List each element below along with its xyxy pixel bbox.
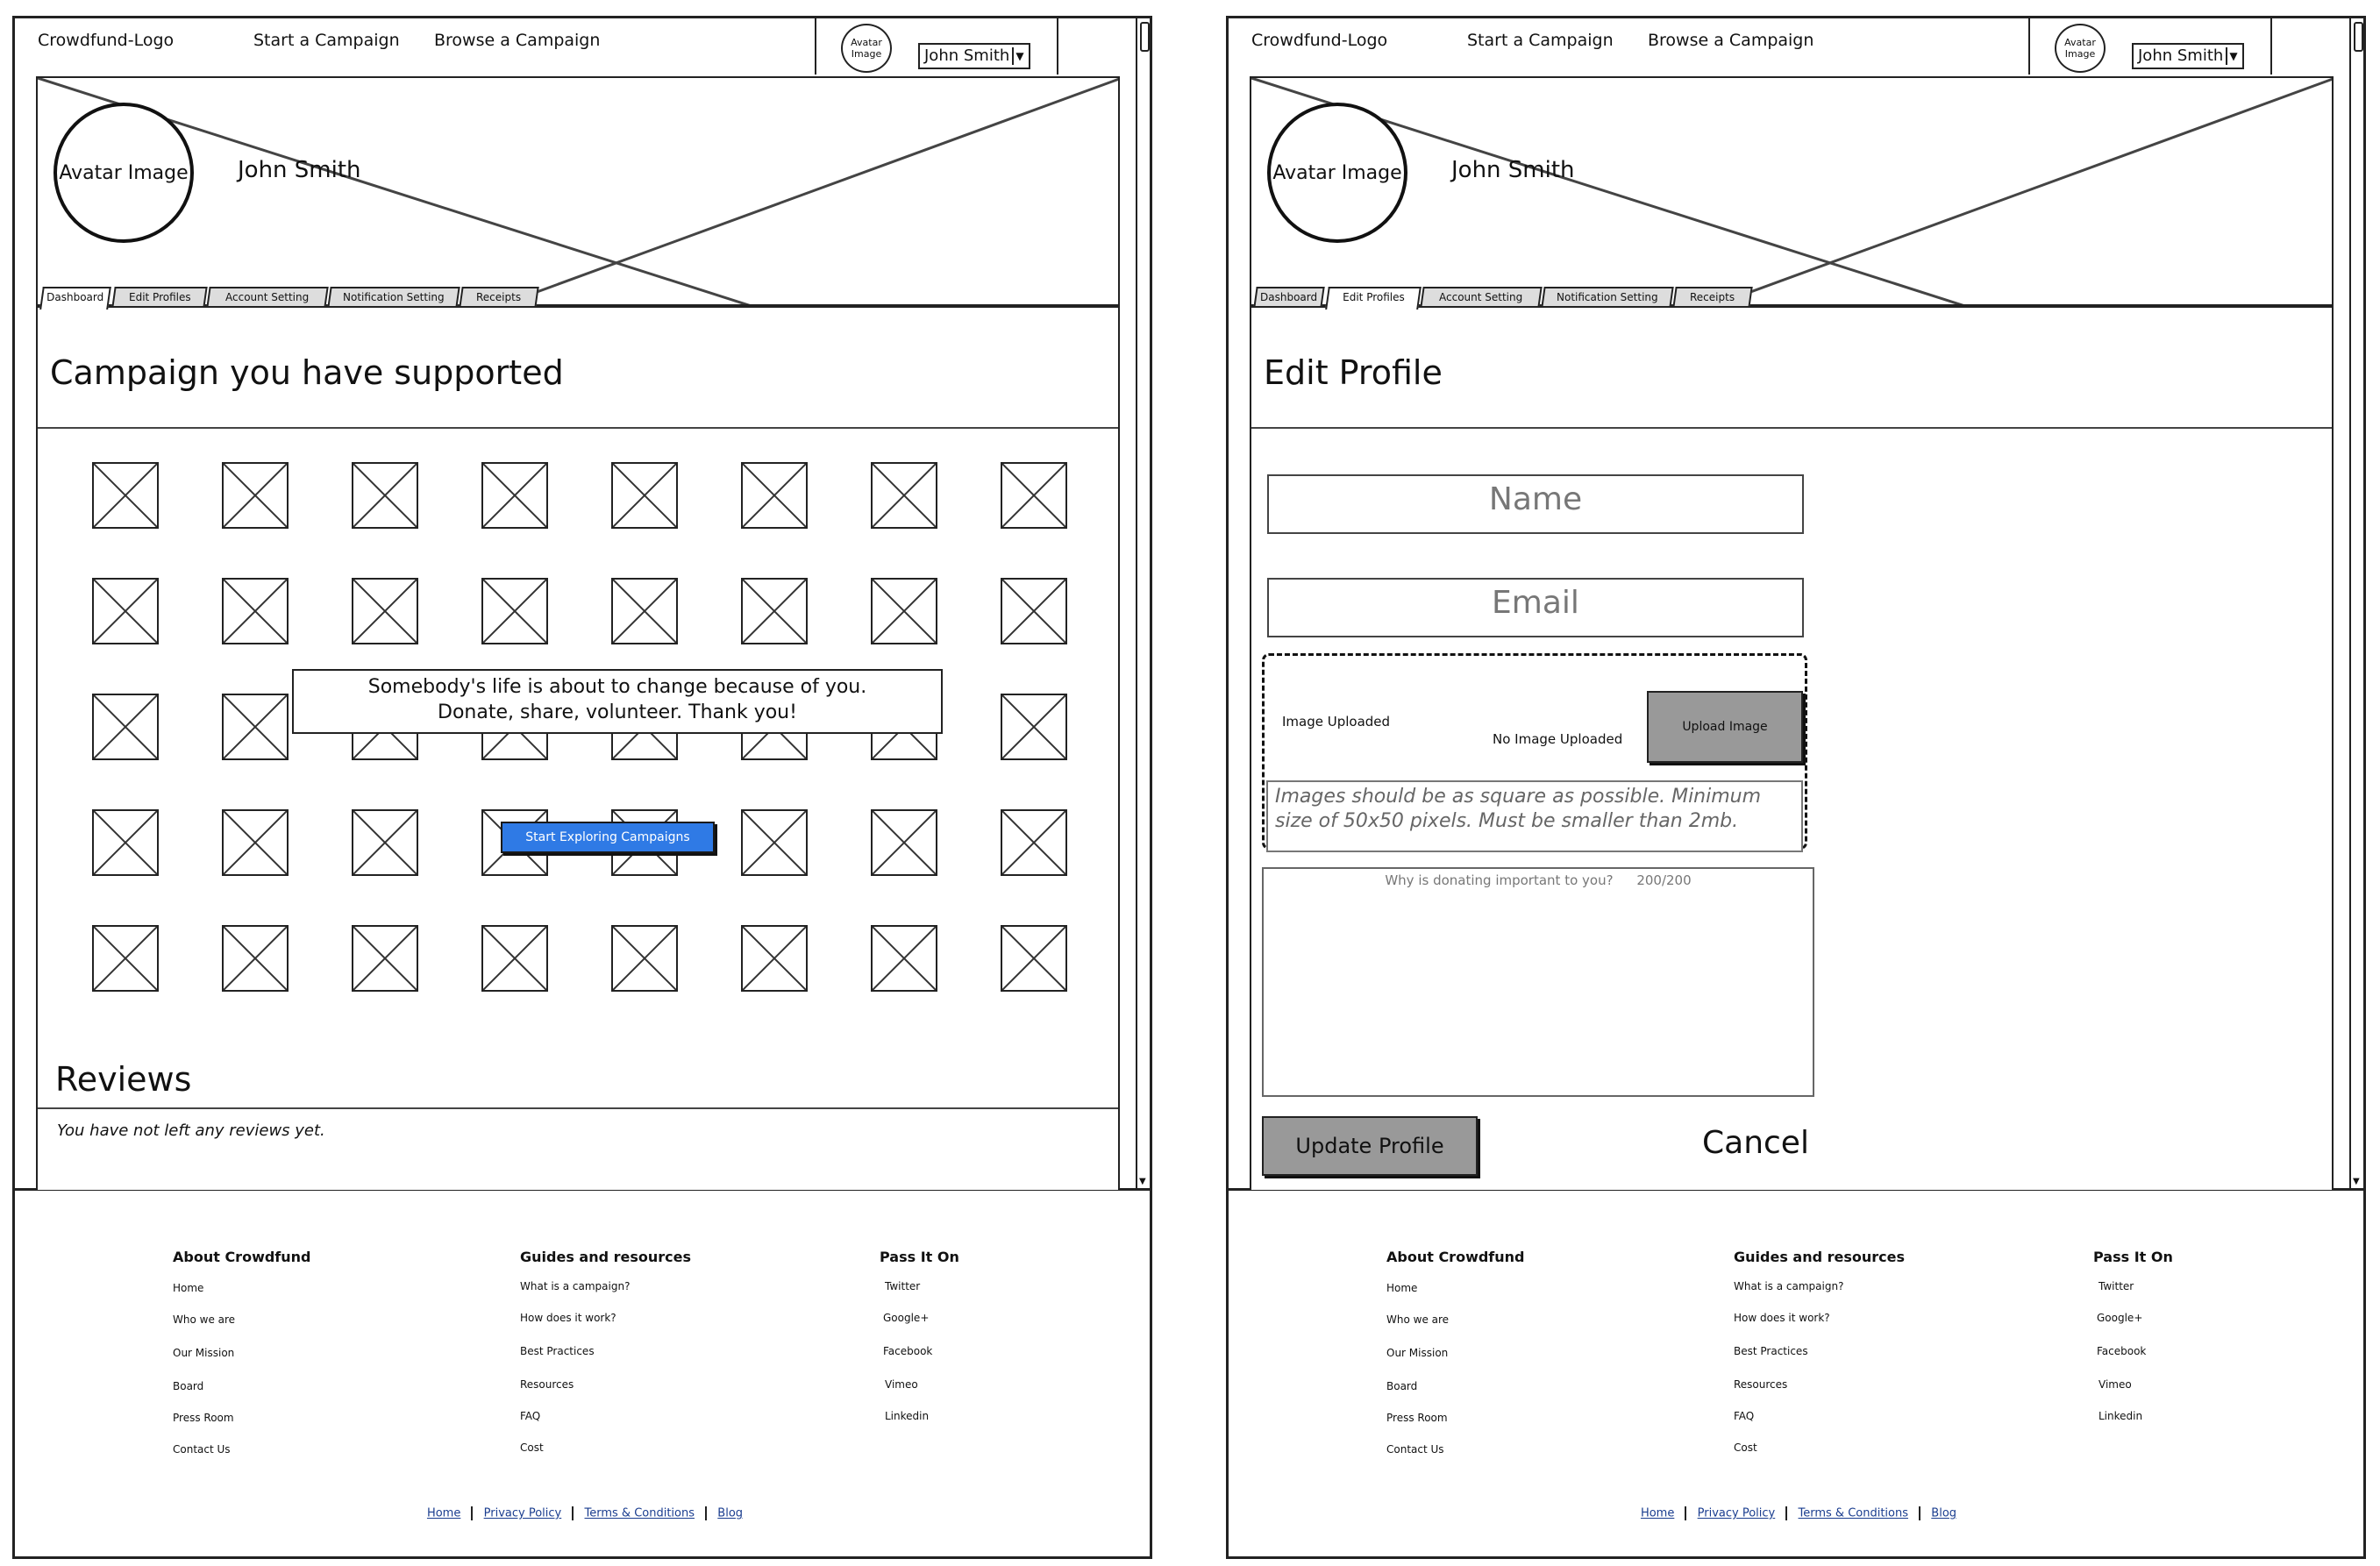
name-input[interactable] <box>1269 476 1802 532</box>
tab-notification-setting[interactable] <box>1541 287 1673 308</box>
image-placeholder-icon <box>483 580 546 643</box>
footer-link[interactable]: Contact Us <box>173 1443 231 1456</box>
user-dropdown[interactable] <box>918 43 1030 69</box>
footer-link[interactable]: FAQ <box>1734 1410 1755 1422</box>
footer-bottom-links <box>15 1506 1155 1520</box>
image-help-text: Images should be as square as possible. Minimum size of 50x50 pixels. Must be smaller than 2mb. <box>1266 780 1803 852</box>
image-upload-zone[interactable] <box>1262 653 1807 850</box>
scrollbar-thumb[interactable] <box>2354 22 2363 52</box>
header-avatar[interactable]: Avatar Image <box>841 24 892 73</box>
footer-link[interactable]: Cost <box>1734 1441 1757 1454</box>
tab-account-setting[interactable] <box>206 287 328 308</box>
profile-avatar[interactable]: Avatar Image <box>1267 103 1407 243</box>
campaign-thumbnail[interactable] <box>92 578 159 644</box>
separator <box>1919 1506 1920 1520</box>
name-field[interactable] <box>1267 474 1804 534</box>
footer-bottom-link[interactable]: Privacy Policy <box>1697 1506 1776 1520</box>
user-dropdown-label: John Smith <box>2138 46 2224 65</box>
image-placeholder-icon <box>224 695 287 758</box>
footer-bottom-link[interactable]: Blog <box>1931 1506 1957 1520</box>
image-placeholder-icon <box>1002 464 1065 527</box>
header-divider <box>2270 18 2272 75</box>
tab-receipts[interactable] <box>1672 287 1752 308</box>
footer <box>1226 1191 2366 1559</box>
image-placeholder-icon <box>94 927 157 990</box>
footer-link[interactable]: Our Mission <box>1386 1347 1449 1359</box>
tab-label: Dashboard <box>1260 291 1318 303</box>
campaign-thumbnail[interactable] <box>222 578 289 644</box>
footer-bottom-link[interactable]: Home <box>426 1506 461 1520</box>
update-profile-button[interactable]: Update Profile <box>1262 1116 1478 1176</box>
footer-bottom-links <box>1229 1506 2369 1520</box>
campaign-thumbnail[interactable] <box>741 925 808 992</box>
tab-account-setting[interactable] <box>1420 287 1542 308</box>
image-placeholder-icon <box>483 464 546 527</box>
footer-link[interactable]: Google+ <box>883 1312 930 1324</box>
footer-heading: About Crowdfund <box>1386 1249 1525 1265</box>
image-placeholder-icon <box>224 811 287 874</box>
footer-heading: Pass It On <box>2093 1249 2173 1265</box>
header-divider <box>1057 18 1058 75</box>
footer-link[interactable]: Contact Us <box>1386 1443 1444 1456</box>
campaign-thumbnail[interactable] <box>352 809 418 876</box>
image-placeholder-icon <box>873 811 936 874</box>
campaign-thumbnail[interactable] <box>222 925 289 992</box>
footer-link[interactable]: Who we are <box>1386 1313 1450 1326</box>
footer-link[interactable]: Linkedin <box>2099 1410 2143 1422</box>
campaign-thumbnail[interactable] <box>222 694 289 760</box>
image-placeholder-icon <box>353 464 417 527</box>
divider <box>38 427 1118 429</box>
tab-edit-profiles[interactable] <box>1325 287 1422 310</box>
footer-bottom-link[interactable]: Privacy Policy <box>483 1506 562 1520</box>
chevron-down-icon[interactable]: ▼ <box>2226 47 2240 65</box>
footer-link[interactable]: Resources <box>1734 1378 1788 1391</box>
header-divider <box>2028 18 2030 75</box>
footer-link[interactable]: What is a campaign? <box>520 1280 631 1292</box>
footer-bottom-link[interactable]: Home <box>1640 1506 1675 1520</box>
campaign-thumbnail[interactable] <box>222 462 289 529</box>
image-placeholder-icon <box>873 927 936 990</box>
image-placeholder-icon <box>353 811 417 874</box>
nav-browse-campaign[interactable]: Browse a Campaign <box>434 31 601 50</box>
no-image-label: No Image Uploaded <box>1493 731 1623 747</box>
campaign-thumbnail[interactable] <box>871 809 937 876</box>
image-placeholder-icon <box>1002 695 1065 758</box>
campaign-thumbnail[interactable] <box>481 925 548 992</box>
nav-browse-campaign[interactable]: Browse a Campaign <box>1648 31 1814 50</box>
campaign-thumbnail[interactable] <box>1001 462 1067 529</box>
page-title: Campaign you have supported <box>50 353 564 392</box>
separator <box>705 1506 707 1520</box>
footer-link[interactable]: Cost <box>520 1441 544 1454</box>
footer-heading: Guides and resources <box>520 1249 692 1265</box>
textarea-prompt: Why is donating important to you? <box>1385 872 1614 888</box>
logo[interactable]: Crowdfund-Logo <box>1251 31 1388 50</box>
campaign-thumbnail[interactable] <box>741 809 808 876</box>
upload-image-button[interactable]: Upload Image <box>1647 691 1803 763</box>
image-placeholder-icon <box>613 464 676 527</box>
logo[interactable]: Crowdfund-Logo <box>38 31 175 50</box>
thank-you-callout <box>292 669 943 734</box>
reviews-empty-text: You have not left any reviews yet. <box>57 1121 325 1140</box>
edit-profile-panel <box>1226 0 2366 1566</box>
campaign-thumbnail[interactable] <box>222 809 289 876</box>
browser-window <box>1226 16 2366 1191</box>
user-dropdown-label: John Smith <box>924 46 1010 65</box>
campaign-thumbnail[interactable] <box>611 925 678 992</box>
footer-bottom-link[interactable]: Terms & Conditions <box>584 1506 695 1520</box>
nav-start-campaign[interactable]: Start a Campaign <box>253 31 400 50</box>
footer-link[interactable]: Our Mission <box>173 1347 235 1359</box>
tab-label: Account Setting <box>225 291 310 303</box>
campaign-thumbnail[interactable] <box>871 578 937 644</box>
image-uploaded-label: Image Uploaded <box>1282 714 1391 730</box>
image-placeholder-icon <box>94 464 157 527</box>
footer-link[interactable]: Best Practices <box>1734 1345 1808 1357</box>
tab-content <box>36 306 1120 1190</box>
browser-window <box>12 16 1152 1191</box>
campaign-thumbnail[interactable] <box>92 809 159 876</box>
cover-image-placeholder <box>1250 76 2334 306</box>
footer-link[interactable]: Press Room <box>1386 1412 1448 1424</box>
footer-link[interactable]: FAQ <box>520 1410 541 1422</box>
image-placeholder-icon <box>873 580 936 643</box>
footer-link[interactable]: Google+ <box>2097 1312 2143 1324</box>
image-placeholder-icon <box>743 811 806 874</box>
tab-dashboard[interactable] <box>39 287 111 310</box>
image-placeholder-icon <box>224 927 287 990</box>
separator <box>572 1506 574 1520</box>
profile-name: John Smith <box>238 157 361 183</box>
campaign-thumbnail[interactable] <box>352 578 418 644</box>
footer-link[interactable]: Board <box>1386 1380 1418 1392</box>
tab-receipts[interactable] <box>459 287 538 308</box>
image-placeholder-icon <box>1002 927 1065 990</box>
footer-link[interactable]: Linkedin <box>885 1410 930 1422</box>
image-placeholder-icon <box>873 464 936 527</box>
campaign-thumbnail[interactable] <box>611 578 678 644</box>
footer-link[interactable]: How does it work? <box>520 1312 616 1324</box>
separator <box>1685 1506 1686 1520</box>
campaign-thumbnail[interactable] <box>1001 578 1067 644</box>
footer-link[interactable]: Who we are <box>173 1313 236 1326</box>
tab-label: Receipts <box>1690 291 1735 303</box>
image-placeholder-icon <box>1002 580 1065 643</box>
image-placeholder-icon <box>1251 78 2334 306</box>
image-placeholder-icon <box>94 811 157 874</box>
separator <box>471 1506 473 1520</box>
char-count: 200/200 <box>1636 872 1692 888</box>
image-placeholder-icon <box>1002 811 1065 874</box>
campaign-thumbnail[interactable] <box>481 578 548 644</box>
footer-link[interactable]: Press Room <box>173 1412 234 1424</box>
image-placeholder-icon <box>38 78 1120 306</box>
campaign-thumbnail[interactable] <box>92 925 159 992</box>
campaign-thumbnail[interactable] <box>871 462 937 529</box>
campaign-thumbnail[interactable] <box>611 462 678 529</box>
campaign-thumbnail[interactable] <box>352 925 418 992</box>
image-placeholder-icon <box>743 464 806 527</box>
image-placeholder-icon <box>613 580 676 643</box>
scroll-down-arrow-icon[interactable]: ▼ <box>2353 1177 2360 1186</box>
image-placeholder-icon <box>743 927 806 990</box>
tab-label: Edit Profiles <box>1342 291 1405 303</box>
callout-line: Somebody's life is about to change because of you. <box>367 676 867 698</box>
chevron-down-icon[interactable]: ▼ <box>1012 47 1026 65</box>
footer-link[interactable]: Vimeo <box>885 1378 918 1391</box>
header-divider <box>815 18 816 75</box>
why-donate-textarea[interactable] <box>1262 867 1814 1097</box>
footer-bottom-link[interactable]: Blog <box>717 1506 744 1520</box>
tab-edit-profiles[interactable] <box>111 287 207 308</box>
tab-label: Notification Setting <box>343 291 445 303</box>
footer-heading: About Crowdfund <box>173 1249 311 1265</box>
image-placeholder-icon <box>353 927 417 990</box>
campaign-thumbnail[interactable] <box>92 694 159 760</box>
footer-link[interactable]: Best Practices <box>520 1345 595 1357</box>
dashboard-panel <box>12 0 1152 1566</box>
campaign-thumbnail[interactable] <box>481 462 548 529</box>
header-avatar[interactable]: Avatar Image <box>2055 24 2106 73</box>
tab-label: Dashboard <box>46 291 104 303</box>
callout-line: Donate, share, volunteer. Thank you! <box>438 701 797 723</box>
footer-link[interactable]: Twitter <box>2099 1280 2134 1292</box>
tab-label: Account Setting <box>1439 291 1523 303</box>
image-placeholder-icon <box>224 580 287 643</box>
campaign-thumbnail[interactable] <box>92 462 159 529</box>
image-placeholder-icon <box>613 927 676 990</box>
tab-notification-setting[interactable] <box>327 287 460 308</box>
scrollbar[interactable] <box>2349 18 2363 1188</box>
reviews-title: Reviews <box>55 1060 192 1099</box>
tab-label: Receipts <box>476 291 522 303</box>
tab-content <box>1250 306 2334 1190</box>
tab-label: Notification Setting <box>1557 291 1658 303</box>
scroll-down-arrow-icon[interactable]: ▼ <box>1139 1177 1146 1186</box>
footer-link[interactable]: How does it work? <box>1734 1312 1830 1324</box>
scrollbar[interactable] <box>1136 18 1150 1188</box>
cancel-button[interactable]: Cancel <box>1702 1125 1809 1161</box>
start-exploring-button[interactable]: Start Exploring Campaigns <box>501 822 715 853</box>
separator <box>1785 1506 1787 1520</box>
email-field[interactable] <box>1267 578 1804 637</box>
campaign-thumbnail[interactable] <box>1001 925 1067 992</box>
page-title: Edit Profile <box>1264 353 1443 392</box>
footer-bottom-link[interactable]: Terms & Conditions <box>1798 1506 1909 1520</box>
footer-heading: Guides and resources <box>1734 1249 1906 1265</box>
campaign-thumbnail[interactable] <box>741 462 808 529</box>
image-placeholder-icon <box>224 464 287 527</box>
tab-label: Edit Profiles <box>128 291 191 303</box>
image-placeholder-icon <box>743 580 806 643</box>
profile-avatar[interactable]: Avatar Image <box>53 103 194 243</box>
nav-start-campaign[interactable]: Start a Campaign <box>1467 31 1614 50</box>
footer-link[interactable]: Twitter <box>885 1280 921 1292</box>
footer-link[interactable]: Resources <box>520 1378 574 1391</box>
footer <box>12 1191 1152 1559</box>
footer-heading: Pass It On <box>880 1249 959 1265</box>
footer-link[interactable]: Home <box>173 1282 204 1294</box>
campaign-thumbnail[interactable] <box>1001 694 1067 760</box>
tab-dashboard[interactable] <box>1253 287 1324 308</box>
campaign-thumbnail[interactable] <box>1001 809 1067 876</box>
cover-image-placeholder <box>36 76 1120 306</box>
footer-link[interactable]: Board <box>173 1380 204 1392</box>
footer-link[interactable]: Vimeo <box>2099 1378 2132 1391</box>
textarea-label <box>1264 872 1813 888</box>
email-input[interactable] <box>1269 580 1802 636</box>
image-placeholder-icon <box>353 580 417 643</box>
image-placeholder-icon <box>94 695 157 758</box>
footer-link[interactable]: Facebook <box>2097 1345 2147 1357</box>
user-dropdown[interactable] <box>2132 43 2244 69</box>
scrollbar-thumb[interactable] <box>1140 22 1150 52</box>
image-placeholder-icon <box>483 927 546 990</box>
footer-link[interactable]: Facebook <box>883 1345 933 1357</box>
profile-name: John Smith <box>1451 157 1575 183</box>
footer-link[interactable]: Home <box>1386 1282 1418 1294</box>
divider <box>1251 427 2332 429</box>
campaign-thumbnail[interactable] <box>352 462 418 529</box>
footer-link[interactable]: What is a campaign? <box>1734 1280 1844 1292</box>
campaign-thumbnail[interactable] <box>871 925 937 992</box>
divider <box>38 1107 1118 1109</box>
image-placeholder-icon <box>94 580 157 643</box>
campaign-thumbnail[interactable] <box>741 578 808 644</box>
